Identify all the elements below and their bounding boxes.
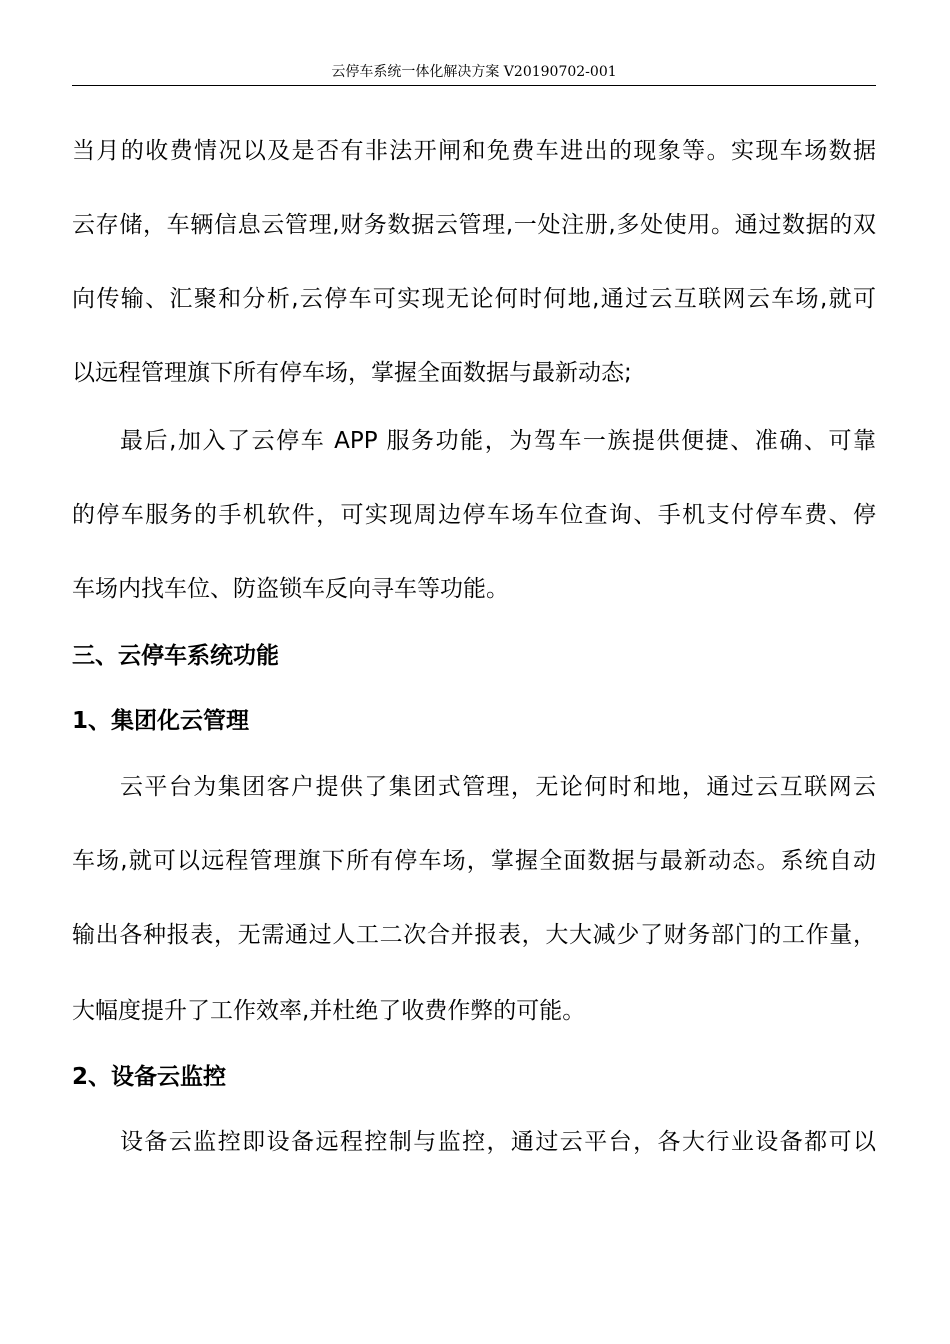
subsection-heading: 1、集团化云管理 <box>72 708 250 734</box>
body-text-line: 车场,就可以远程管理旗下所有停车场，掌握全面数据与最新动态。系统自动 <box>72 848 876 874</box>
body-text-line: 以远程管理旗下所有停车场，掌握全面数据与最新动态; <box>72 360 632 386</box>
body-text-line: 云平台为集团客户提供了集团式管理，无论何时和地，通过云互联网云 <box>120 774 876 800</box>
body-text-line: 大幅度提升了工作效率,并杜绝了收费作弊的可能。 <box>72 998 586 1024</box>
body-text-line: 最后,加入了云停车 APP 服务功能，为驾车一族提供便捷、准确、可靠 <box>120 428 876 454</box>
section-heading: 三、云停车系统功能 <box>72 643 279 669</box>
body-text-line: 的停车服务的手机软件，可实现周边停车场车位查询、手机支付停车费、停 <box>72 502 876 528</box>
body-text-line: 设备云监控即设备远程控制与监控，通过云平台，各大行业设备都可以 <box>120 1129 876 1155</box>
header-divider <box>72 85 876 86</box>
body-text-line: 车场内找车位、防盗锁车反向寻车等功能。 <box>72 576 509 602</box>
subsection-heading: 2、设备云监控 <box>72 1064 227 1090</box>
body-text-line: 当月的收费情况以及是否有非法开闸和免费车进出的现象等。实现车场数据 <box>72 138 876 164</box>
body-text-line: 向传输、汇聚和分析,云停车可实现无论何时何地,通过云互联网云车场,就可 <box>72 286 876 312</box>
page-header: 云停车系统一体化解决方案 V20190702-001 <box>331 64 617 80</box>
body-text-line: 输出各种报表，无需通过人工二次合并报表，大大减少了财务部门的工作量， <box>72 922 876 948</box>
body-text-line: 云存储，车辆信息云管理,财务数据云管理,一处注册,多处使用。通过数据的双 <box>72 212 876 238</box>
